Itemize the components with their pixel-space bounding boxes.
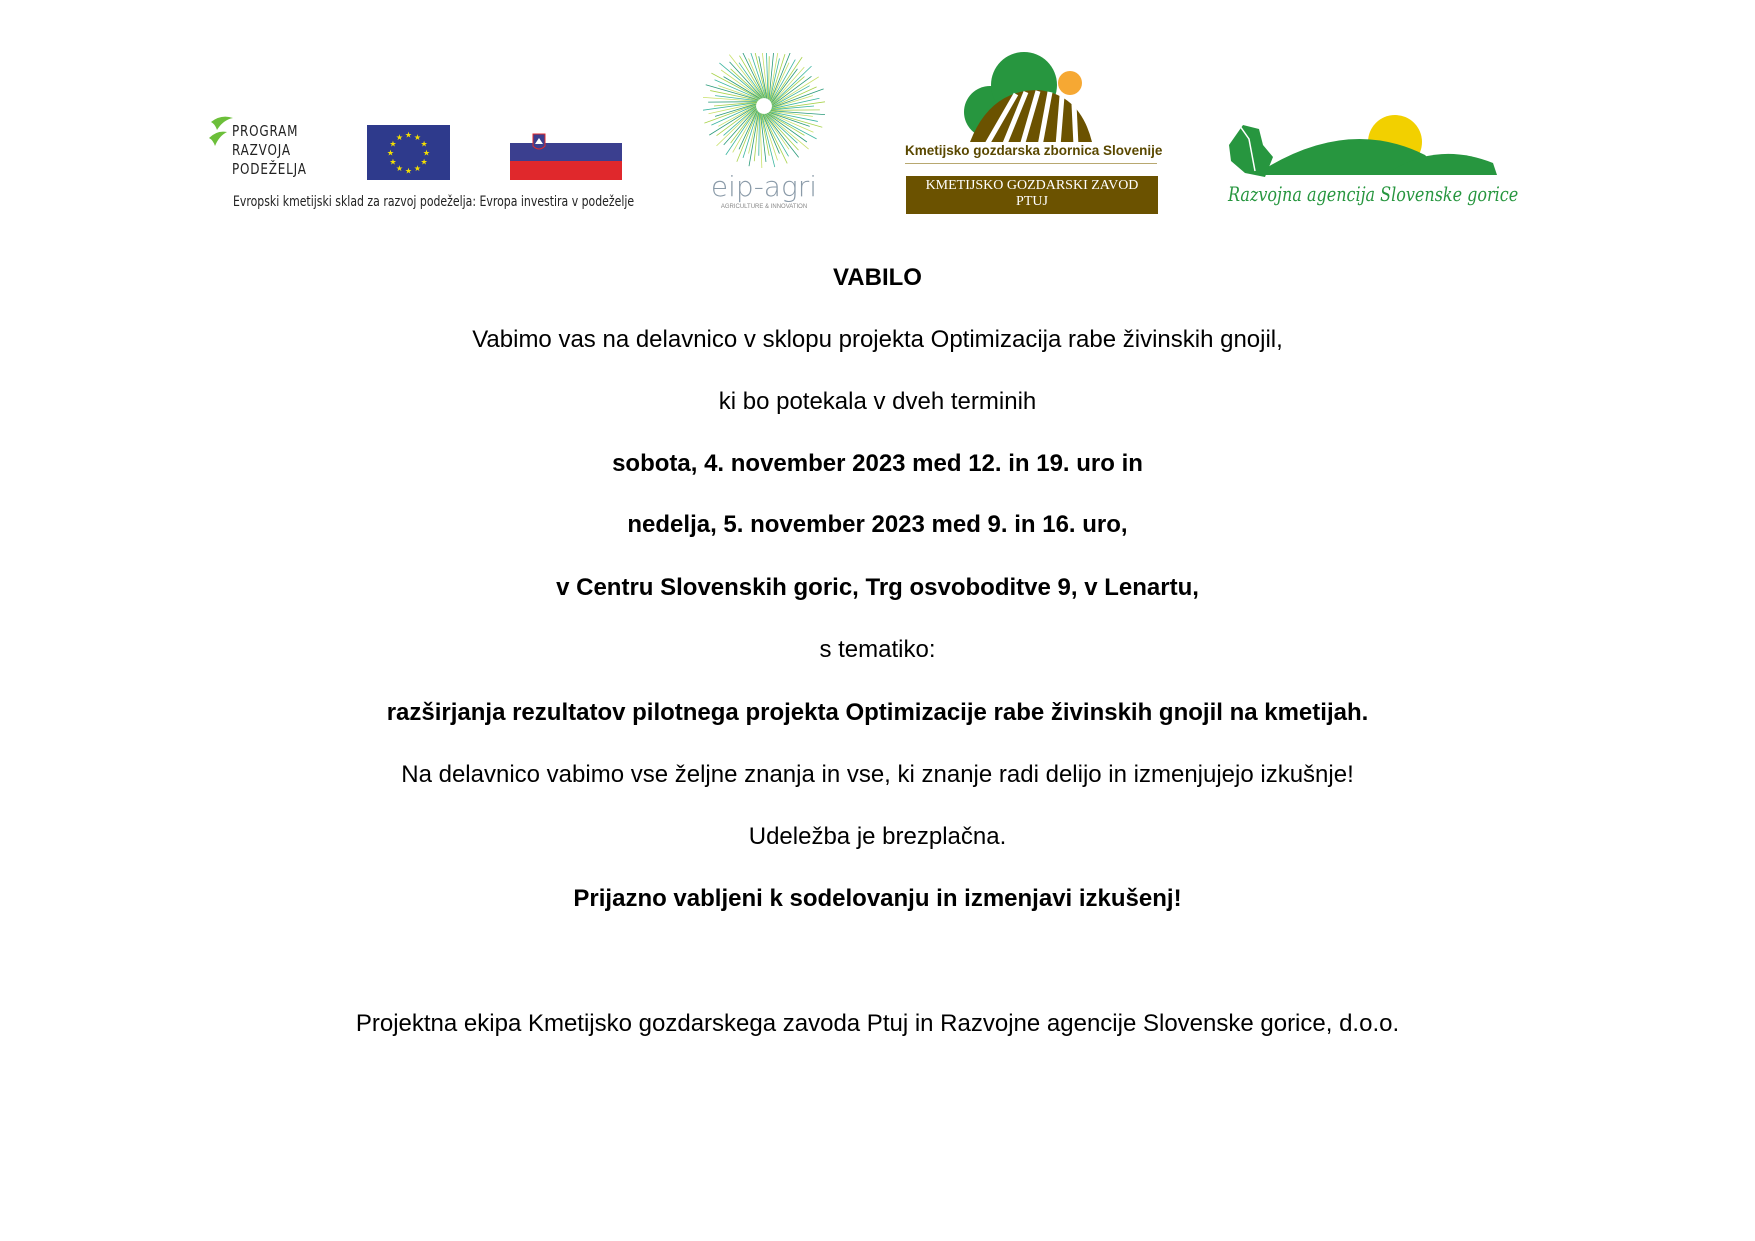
topic-text: razširjanja rezultatov pilotnega projekta Optimizacije rabe živinskih gnojil na kmetijah. bbox=[386, 699, 1369, 726]
eu-flag bbox=[367, 125, 450, 180]
eu-star-icon: ★ bbox=[386, 148, 395, 158]
date-1: sobota, 4. november 2023 med 12. in 19. uro in bbox=[612, 450, 1143, 477]
terms-text: ki bo potekala v dveh terminih bbox=[718, 388, 1037, 415]
ra-landscape-icon bbox=[1225, 115, 1500, 183]
signature-text: Projektna ekipa Kmetijsko gozdarskega zavoda Ptuj in Razvojne agencije Slovenske gorice, d.o.o. bbox=[355, 1010, 1400, 1037]
closing-text: Prijazno vabljeni k sodelovanju in izmenjavi izkušenj! bbox=[573, 885, 1182, 912]
intro-text: Vabimo vas na delavnico v sklopu projekta Optimizacija rabe živinskih gnojil, bbox=[472, 326, 1283, 353]
kgzs-name: Kmetijsko gozdarska zbornica Slovenije bbox=[905, 143, 1163, 158]
date-2: nedelja, 5. november 2023 med 9. in 16. uro, bbox=[627, 511, 1128, 538]
eip-agri-name: eip-agri bbox=[710, 170, 818, 203]
eip-agri-subtitle: AGRICULTURE & INNOVATION bbox=[720, 204, 808, 210]
kgzs-emblem-icon bbox=[960, 50, 1100, 150]
eu-star-icon: ★ bbox=[389, 157, 397, 167]
audience-text: Na delavnico vabimo vse željne znanja in vse, ki znanje radi delijo in izmenjujejo izkušnje! bbox=[401, 761, 1354, 788]
topic-label: s tematiko: bbox=[819, 636, 936, 663]
eu-star-icon: ★ bbox=[420, 157, 428, 167]
slovenia-flag bbox=[510, 124, 622, 180]
ra-name: Razvojna agencija Slovenske gorice bbox=[1228, 182, 1519, 206]
eu-star-icon: ★ bbox=[404, 130, 413, 140]
divider bbox=[905, 163, 1157, 164]
eu-star-icon: ★ bbox=[389, 139, 397, 149]
eu-star-icon: ★ bbox=[413, 132, 422, 142]
eu-star-icon: ★ bbox=[422, 148, 431, 158]
eu-star-icon: ★ bbox=[395, 164, 404, 174]
eafrd-tagline: Evropski kmetijski sklad za razvoj podeželja: Evropa investira v podeželje bbox=[233, 194, 635, 210]
eu-star-icon: ★ bbox=[420, 139, 428, 149]
prp-logo-text: PROGRAM RAZVOJA PODEŽELJA bbox=[232, 122, 307, 178]
eu-star-icon: ★ bbox=[413, 164, 422, 174]
kgz-ptuj-banner: KMETIJSKO GOZDARSKI ZAVOD PTUJ bbox=[906, 176, 1158, 214]
eu-star-icon: ★ bbox=[404, 166, 413, 176]
invitation-title: VABILO bbox=[833, 264, 922, 291]
eip-agri-burst-icon bbox=[703, 53, 825, 175]
eu-star-icon: ★ bbox=[395, 132, 404, 142]
location-text: v Centru Slovenskih goric, Trg osvoboditve 9, v Lenartu, bbox=[556, 574, 1199, 601]
free-text: Udeležba je brezplačna. bbox=[748, 823, 1007, 850]
prp-bird-icon bbox=[207, 114, 235, 148]
